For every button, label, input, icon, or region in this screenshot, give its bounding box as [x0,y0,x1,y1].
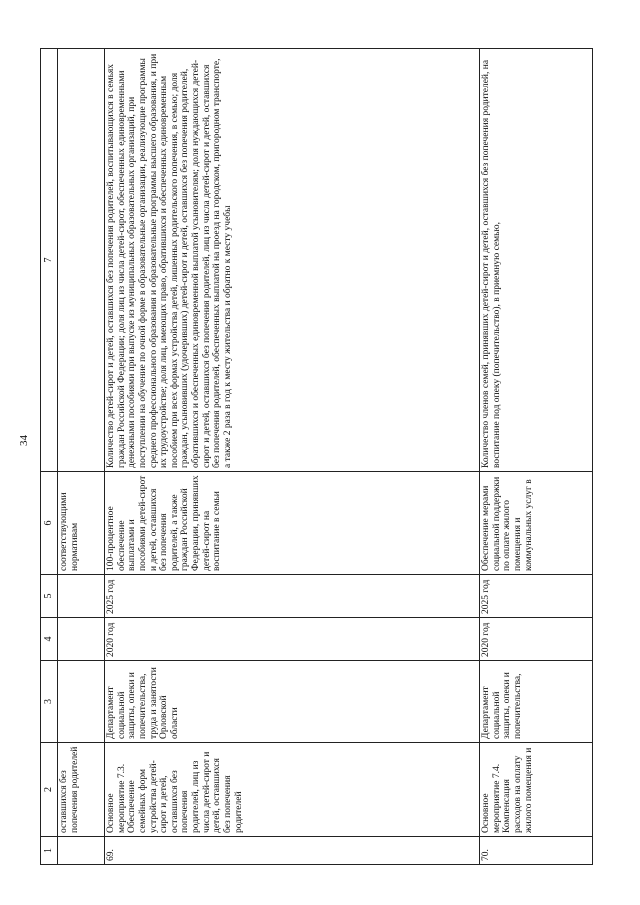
executor-cell: Департамент социальной защиты, опеки и попечительства, [480,661,593,743]
end-year-cell: 2025 год [480,575,593,618]
table-row [105,49,480,865]
expected-result-cell: Обеспечение мерами социальной поддержки по оплате жилого помещения и коммунальных услуг в [480,472,593,575]
row-number-cell: 69. [105,837,480,865]
indicator-cell [58,49,105,472]
indicator-cell: Количество членов семей, принявших детей-сирот и детей, оставшихся без попечения родителей, на воспитание под опеку (попечительство), в приемную семью, [480,49,593,472]
row-number-cell [58,837,105,865]
header-cell: 5 [41,575,58,618]
indicator-cell: Количество детей-сирот и детей, оставшихся без попечения родителей, воспитывающихся в семьях граждан Российской Федерации; доля лиц из числа детей-сирот, обеспеченных единовременными денежными пособиями при выпуске из муниципальных образовательных организаций, при поступлении на обучение по очной форме в образовательные организации, реализующие программы среднего профессионального образования и образовательные программы высшего образования, и при их трудоустройстве; доля лиц, имеющих право, обратившихся и обеспеченных единовременным пособием при всех формах устройства детей, лишенных родительского попечения, в семью; доля граждан, усыновивших (удочеривших) детей-сирот и детей, оставшихся без попечения родителей, обратившихся и обеспеченных единовременной выплатой усыновителям; доля нуждающихся детей-сирот и детей, оставшихся без попечения родителей, лиц из числа детей-сирот и детей, оставшихся без попечения родителей, обеспеченных выплатой на проезд на городском, пригородном транспорте, а также 2 раза в год к месту жительства и обратно к месту учебы [105,49,480,472]
header-cell: 1 [41,837,58,865]
header-cell: 3 [41,661,58,743]
measure-cell: Основное мероприятие 7.3. Обеспечение семейных форм устройства детей-сирот и детей, оставшихся без попечения родителей, лиц из числа детей-сирот и детей, оставшихся без попечения родителей [105,743,480,837]
row-number-cell: 70. [480,837,593,865]
header-cell: 7 [41,49,58,472]
executor-cell [58,661,105,743]
table-row [480,49,593,865]
expected-result-cell: соответствующими нормативам [58,472,105,575]
end-year-cell [58,575,105,618]
start-year-cell [58,618,105,661]
expected-result-cell: 100-процентное обеспечение выплатами и пособиями детей-сирот и детей, оставшихся без попечения родителей, а также граждан Российской Федерации, принявших детей-сирот на воспитание в семьи [105,472,480,575]
executor-cell: Департамент социальной защиты, опеки и попечительства, труда и занятости Орловской области [105,661,480,743]
start-year-cell: 2020 год [480,618,593,661]
start-year-cell: 2020 год [105,618,480,661]
end-year-cell: 2025 год [105,575,480,618]
measures-table [40,48,593,865]
column-numbers-row [41,49,58,865]
header-cell: 2 [41,743,58,837]
header-cell: 6 [41,472,58,575]
header-cell: 4 [41,618,58,661]
rotated-table-container [40,48,616,865]
measure-cell: оставшихся без попечения родителей [58,743,105,837]
page-number: 34 [18,435,30,446]
table-row [58,49,105,865]
measure-cell: Основное мероприятие 7.4. Компенсация расходов на оплату жилого помещения и [480,743,593,837]
